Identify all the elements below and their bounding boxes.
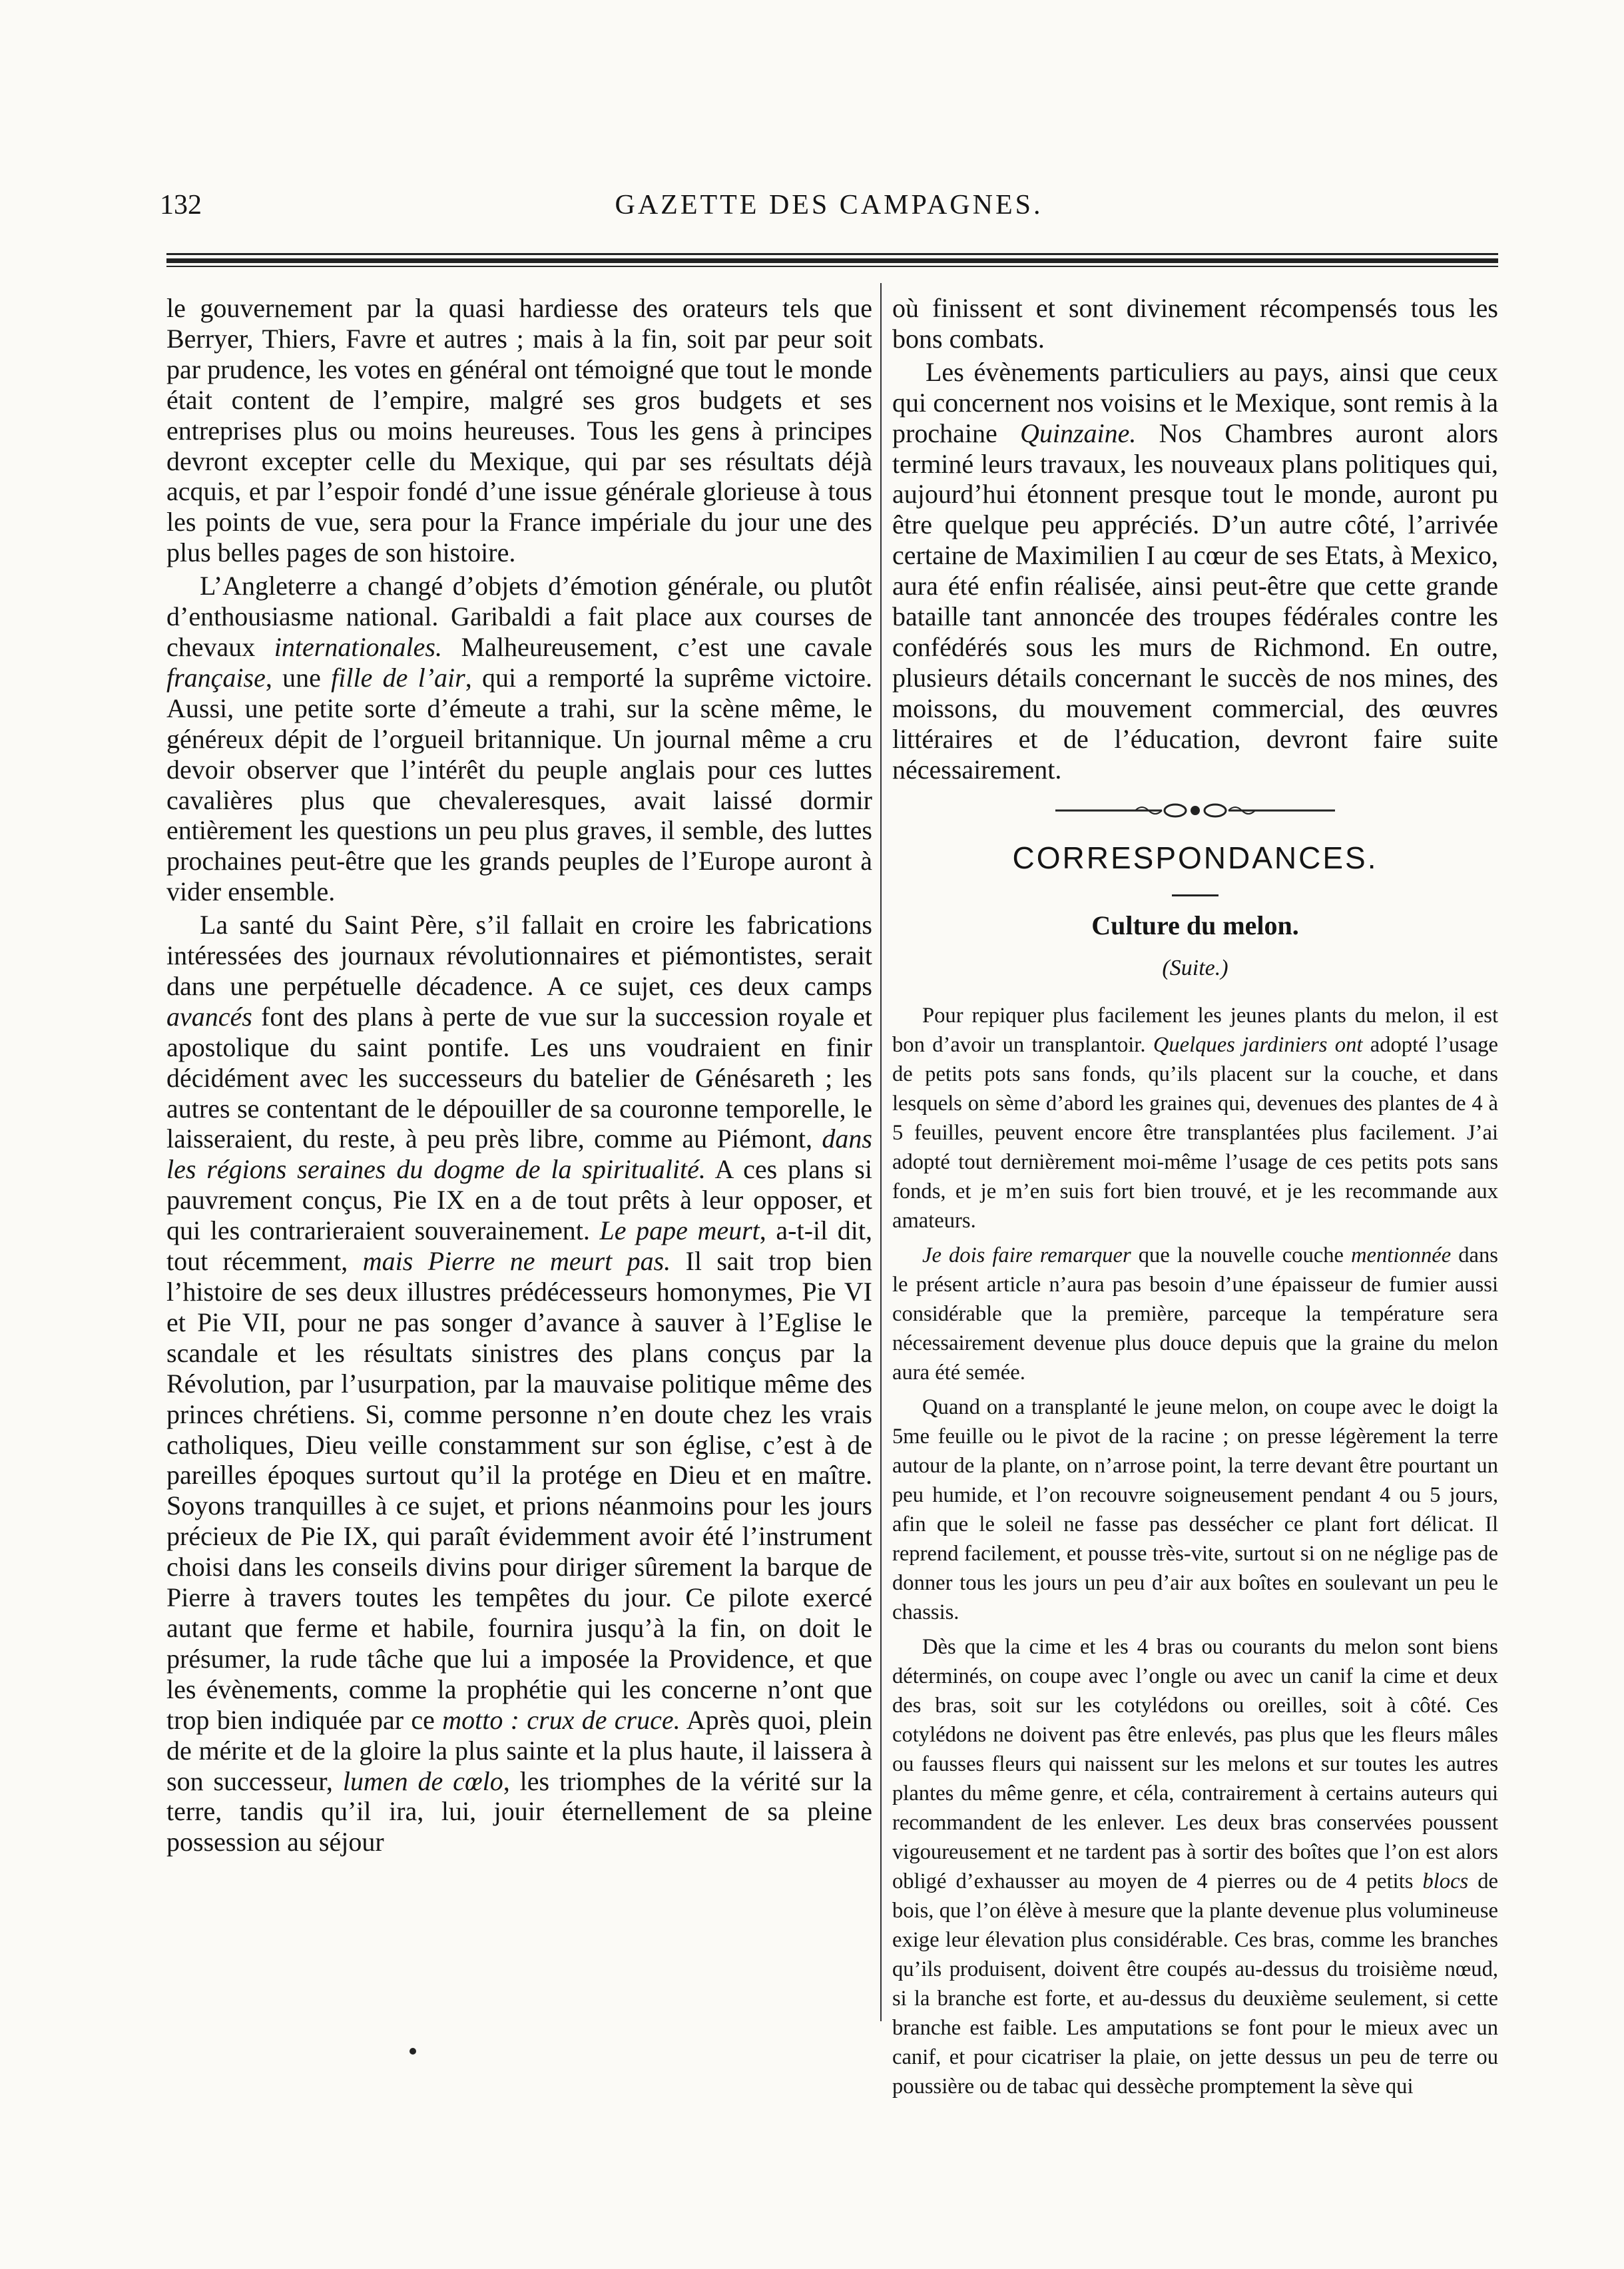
- right-column: [892, 293, 1498, 2107]
- left-paragraph: L’Angleterre a changé d’objets d’émotion générale, ou plutôt d’enthousiasme national. Garibaldi a fait place aux courses de chevaux internationales. Malheureusement, c’est une cavale française, une fille de l’air, qui a remporté la suprême victoire. Aussi, une petite sorte d’émeute a trahi, sur la scène même, le généreux dépit de l’orgueil britannique. Un journal même a cru devoir observer que l’intérêt du peuple anglais pour ces luttes cavalières plus que chevaleresques, avait laissé dormir entièrement les questions un peu plus graves, il semble, des luttes prochaines peut-être que les grands peuples de l’Europe auront à vider ensemble.: [166, 571, 873, 907]
- left-paragraph: le gouvernement par la quasi hardiesse des orateurs tels que Berryer, Thiers, Favre et autres ; mais à la fin, soit par peur soit par prudence, les votes en général ont témoigné que tout le monde était content de l’empire, malgré ses gros budgets et ses entreprises plus ou moins heureuses. Tous les gens à principes devront excepter celle du Mexique, qui par ses résultats déjà acquis, et par l’espoir fondé d’une issue générale glorieuse à tous les points de vue, sera pour la France impériale du jour une des plus belles pages de son histoire.: [166, 293, 872, 568]
- ink-speck: [400, 2045, 426, 2058]
- left-paragraph: La santé du Saint Père, s’il fallait en croire les fabrications intéressées des journaux révolutionnaires et piémontistes, serait dans une perpétuelle décadence. A ce sujet, ces deux camps avancés font des plans à perte de vue sur la succession royale et apostolique du saint pontife. Les uns voudraient en finir décidément avec les successeurs du batelier de Génésareth ; les autres se contentant de le dépouiller de sa couronne temporelle, le laisseraient, du reste, à peu près libre, comme au Piémont, dans les régions seraines du dogme de la spiritualité. A ces plans si pauvrement conçus, Pie IX en a de tout prêts à leur opposer, et qui les contrarieraient souverainement. Le pape meurt, a-t-il dit, tout récemment, mais Pierre ne meurt pas. Il sait trop bien l’histoire de ses deux illustres prédécesseurs homonymes, Pie VI et Pie VII, pour ne pas songer d’avance à sauver à l’Eglise le scandale et les résultats sinistres des plans conçus par la Révolution, par l’usurpation, par la mauvaise politique même des princes chrétiens. Si, comme personne n’en doute chez les vrais catholiques, Dieu veille constamment sur son église, c’est à de pareilles époques surtout qu’il la protége en Dieu et en maître. Soyons tranquilles à ce sujet, et prions néanmoins pour les jours précieux de Pie IX, qui paraît évidemment avoir été l’instrument choisi dans les conseils divins pour diriger sûrement la barque de Pierre à travers toutes les tempêtes du jour. Ce pilote exercé autant que ferme et habile, fournira jusqu’à la fin, on doit le présumer, la rude tâche que lui a imposée la Providence, et que les évènements, comme la prophétie qui les concerne n’ont que trop bien indiquée par ce motto : crux de cruce. Après quoi, plein de mérite et de la gloire la plus sainte et la plus haute, il laissera à son successeur, lumen de cœlo, les triomphes de la vérité sur la terre, tandis qu’il ira, lui, jouir éternellement de sa pleine possession au séjour: [166, 910, 873, 1857]
- page-header: [160, 189, 1498, 229]
- article-paragraph: Je dois faire remarquer que la nouvelle couche mentionnée dans le présent article n’aura pas besoin d’une épaisseur de fumier aussi considérable que la première, parceque la température sera nécessairement devenue plus douce depuis que la graine du melon aura été semée.: [892, 1243, 1498, 1385]
- short-rule: [1172, 894, 1218, 896]
- ornamental-divider: [892, 791, 1498, 830]
- header-rule-bottom: [166, 266, 1498, 267]
- section-heading: CORRESPONDANCES.: [1012, 840, 1378, 875]
- journal-title: GAZETTE DES CAMPAGNES.: [615, 190, 1043, 220]
- left-column: [166, 293, 872, 1857]
- page-number: 132: [160, 190, 202, 220]
- article-paragraph: Quand on a transplanté le jeune melon, on coupe avec le doigt la 5me feuille ou le pivot de la racine ; on presse légèrement la terre autour de la plante, on n’arrose point, la terre devant être pourtant un peu humide, et l’on recouvre soigneusement pendant 4 ou 5 jours, afin que le soleil ne fasse pas dessécher ce plant fort délicat. Il reprend facilement, et pousse très-vite, surtout si on ne néglige pas de donner tous les jours un peu d’air aux boîtes en soulevant un peu le chassis.: [892, 1395, 1498, 1624]
- article-title: Culture du melon.: [1091, 910, 1299, 940]
- header-rule-top: [166, 253, 1498, 255]
- right-intro-text: [892, 293, 1498, 785]
- header-rule-thick: [166, 258, 1498, 263]
- ornament-icon: [1055, 797, 1335, 824]
- right-intro-paragraph: où finissent et sont divinement récompensés tous les bons combats.: [892, 293, 1498, 354]
- article-body: [892, 1001, 1498, 2101]
- article-paragraph: Pour repiquer plus facilement les jeunes plants du melon, il est bon d’avoir un transplantoir. Quelques jardiniers ont adopté l’usage de petits pots sans fonds, qu’ils placent sur la couche, et dans lesquels on sème d’abord les graines qui, devenues des plantes de 4 à 5 feuilles, peuvent encore être transplantées plus facilement. J’ai adopté tout dernièrement moi-même l’usage de ces petits pots sans fonds, et je m’en suis fort bien trouvé, et je les recommande aux amateurs.: [892, 1003, 1498, 1233]
- article-subtitle: (Suite.): [1162, 955, 1228, 980]
- column-divider: [880, 283, 882, 2021]
- article-paragraph: Dès que la cime et les 4 bras ou courants du melon sont biens déterminés, on coupe avec l’ongle ou avec un canif la cime et deux des bras, soit sur les cotylédons ou oreilles, soit à côté. Ces cotylédons ne doivent pas être enlevés, pas plus que les fleurs mâles ou fausses fleurs qui naissent sur les melons et sur toutes les autres plantes du même genre, et céla, contrairement à certains auteurs qui recommandent de les enlever. Les deux bras conservées poussent vigoureusement et ne tardent pas à sortir des boîtes que l’on est alors obligé d’exhausser au moyen de 4 pierres ou de 4 petits blocs de bois, que l’on élève à mesure que la plante devenue plus volumineuse exige leur élevation plus considérable. Ces bras, comme les branches qu’ils produisent, doivent être coupés au-dessus du troisième nœud, si la branche est forte, et au-dessus du deuxième seulement, si cette branche est faible. Les amputations se font pour le mieux avec un canif, et pour cicatriser la plaie, on jette dessus un peu de terre ou poussière ou de tabac qui dessèche promptement la sève qui: [892, 1634, 1498, 2099]
- right-intro-paragraph: Les évènements particuliers au pays, ainsi que ceux qui concernent nos voisins et le Mexique, sont remis à la prochaine Quinzaine. Nos Chambres auront alors terminé leurs travaux, les nouveaux plans politiques qui, aujourd’hui étonnent presque tout le monde, auront pu être quelque peu appréciés. D’un autre côté, l’arrivée certaine de Maximilien I au cœur de ses Etats, à Mexico, aura été enfin réalisée, ainsi peut-être que cette grande bataille tant annoncée des troupes fédérales contre les confédérés sous les murs de Richmond. En outre, plusieurs détails concernant le succès de nos mines, des moissons, du mouvement commercial, des œuvres littéraires et de l’éducation, devront faire suite nécessairement.: [892, 356, 1498, 785]
